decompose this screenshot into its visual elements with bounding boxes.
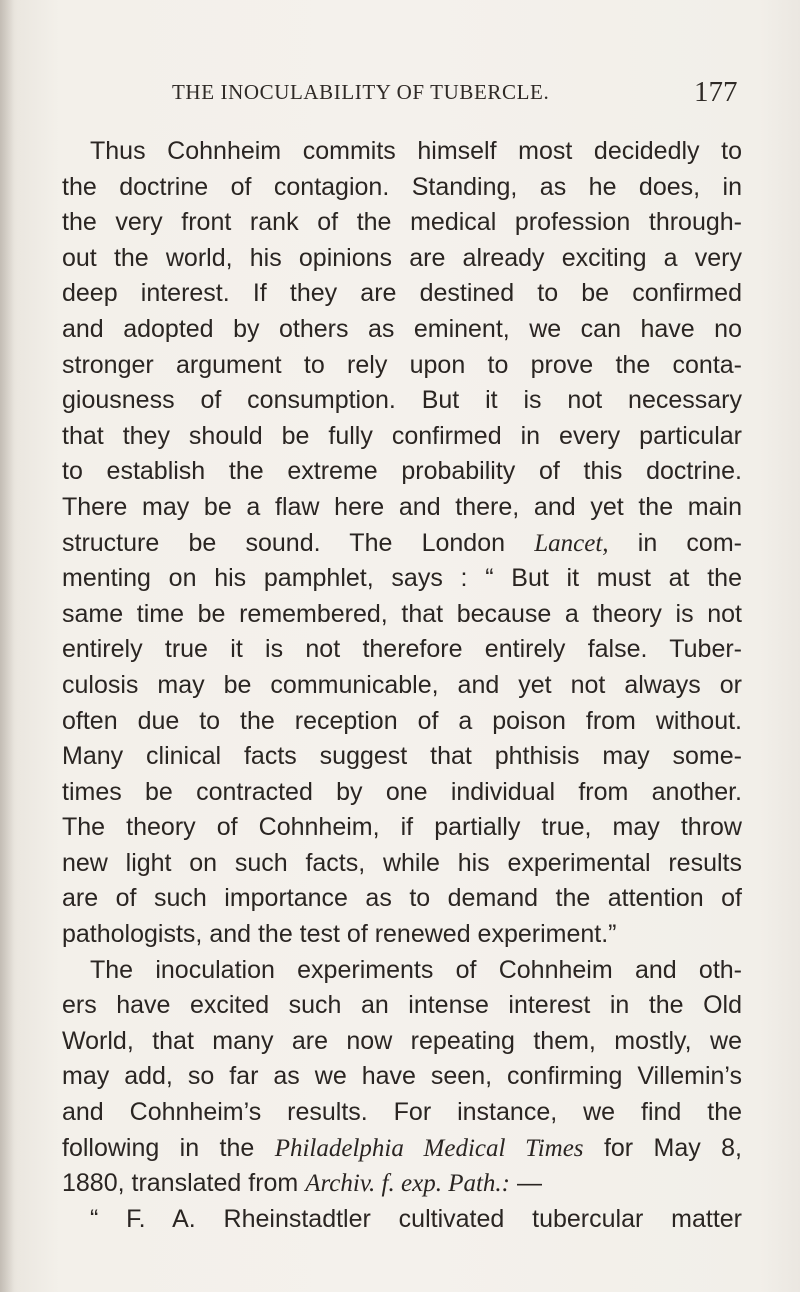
text-line: menting on his pamphlet, says : “ But it must at the <box>62 564 742 593</box>
text-line <box>62 1131 742 1167</box>
text-line: times be contracted by one individual from another. <box>62 777 742 806</box>
text-line: Many clinical facts suggest that phthisis may some- <box>62 742 742 771</box>
text-segment: following in the <box>62 1133 255 1162</box>
text-segment: — <box>516 1169 542 1198</box>
text-line: There may be a flaw here and there, and yet the main <box>62 492 742 521</box>
text-segment: structure be sound. The London <box>62 528 506 557</box>
text-line: stronger argument to rely upon to prove the conta- <box>62 350 742 379</box>
text-line <box>62 526 742 562</box>
running-header <box>0 76 800 114</box>
text-line: The inoculation experiments of Cohnheim and oth- <box>90 955 742 984</box>
text-line: may add, so far as we have seen, confirming Villemin’s <box>62 1062 742 1091</box>
text-line: giousness of consumption. But it is not necessary <box>62 386 742 415</box>
scan-gutter-shadow <box>0 0 14 1292</box>
text-line: entirely true it is not therefore entirely false. Tuber- <box>62 635 742 664</box>
text-line: often due to the reception of a poison from without. <box>62 706 742 735</box>
text-line: same time be remembered, that because a theory is not <box>62 599 742 628</box>
text-line: World, that many are now repeating them, mostly, we <box>62 1026 742 1055</box>
text-line: The theory of Cohnheim, if partially true, may throw <box>62 813 742 842</box>
text-line: to establish the extreme probability of this doctrine. <box>62 457 742 486</box>
text-line: ers have excited such an intense interest in the Old <box>62 991 742 1020</box>
text-line: deep interest. If they are destined to be confirmed <box>62 279 742 308</box>
text-line: “ F. A. Rheinstadtler cultivated tubercular matter <box>90 1204 742 1233</box>
text-line: pathologists, and the test of renewed experiment.” <box>62 920 617 949</box>
page-number: 177 <box>694 76 738 108</box>
text-line: are of such importance as to demand the attention of <box>62 884 742 913</box>
text-line <box>62 1166 742 1202</box>
text-line: out the world, his opinions are already exciting a very <box>62 243 742 272</box>
text-segment: 1880, translated from <box>62 1169 299 1198</box>
text-line: new light on such facts, while his experimental results <box>62 848 742 877</box>
text-line: Thus Cohnheim commits himself most decidedly to <box>90 137 742 165</box>
text-line: that they should be fully confirmed in every particular <box>62 421 742 450</box>
text-line: and adopted by others as eminent, we can have no <box>62 314 742 343</box>
text-line: culosis may be communicable, and yet not always or <box>62 670 742 699</box>
text-line: the very front rank of the medical profession through- <box>62 208 742 237</box>
body-text <box>62 134 742 1237</box>
text-line: the doctrine of contagion. Standing, as he does, in <box>62 172 742 201</box>
running-title: THE INOCULABILITY OF TUBERCLE. <box>172 80 550 104</box>
text-line: and Cohnheim’s results. For instance, we find the <box>62 1098 742 1127</box>
text-segment: for May 8, <box>603 1133 742 1162</box>
text-segment: in com- <box>637 528 742 557</box>
italic-title: Archiv. f. exp. Path.: <box>305 1170 510 1198</box>
italic-title: Philadelphia Medical Times <box>274 1134 584 1162</box>
italic-title: Lancet, <box>534 529 609 557</box>
